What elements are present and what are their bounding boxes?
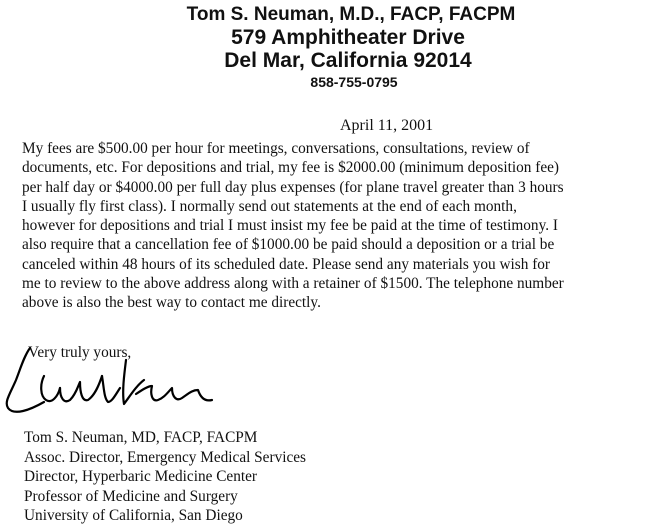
body-line: also require that a cancellation fee of $1000.00 be paid should a deposition or a trial be [22, 236, 555, 254]
letterhead [0, 4, 650, 92]
body-line: however for depositions and trial I must insist my fee be paid at the time of testimony. I [22, 217, 558, 235]
signer-institution: University of California, San Diego [24, 507, 243, 525]
body-line: per half day or $4000.00 per full day plus expenses (for plane travel greater than 3 hours [22, 178, 564, 196]
handwritten-signature [0, 336, 230, 436]
body-line: canceled within 48 hours of its scheduled date. Please send any materials you wish for [22, 255, 551, 273]
signer-title: Professor of Medicine and Surgery [24, 487, 238, 505]
letterhead-name: Tom S. Neuman, M.D., FACP, FACPM [186, 4, 516, 25]
body-line: above is also the best way to contact me directly. [22, 294, 321, 312]
body-line: My fees are $500.00 per hour for meetings, conversations, consultations, review of [22, 140, 530, 157]
letter-date: April 11, 2001 [340, 117, 434, 134]
signature-block [24, 428, 306, 526]
letter-body [22, 139, 644, 313]
body-line: me to review to the above address along with a retainer of $1500. The telephone number [22, 275, 564, 293]
signer-title: Assoc. Director, Emergency Medical Services [24, 448, 306, 466]
signer-name: Tom S. Neuman, MD, FACP, FACPM [24, 429, 258, 446]
letterhead-phone: 858-755-0795 [310, 74, 398, 90]
body-line: documents, etc. For depositions and trial, my fee is $2000.00 (minimum deposition fee) [22, 159, 559, 177]
closing-salutation: Very truly yours, [28, 344, 132, 361]
body-line: I usually fly first class). I normally send out statements at the end of each month, [22, 197, 517, 215]
signer-title: Director, Hyperbaric Medicine Center [24, 468, 257, 486]
letterhead-city: Del Mar, California 92014 [224, 49, 472, 72]
letterhead-street: 579 Amphitheater Drive [231, 26, 465, 49]
